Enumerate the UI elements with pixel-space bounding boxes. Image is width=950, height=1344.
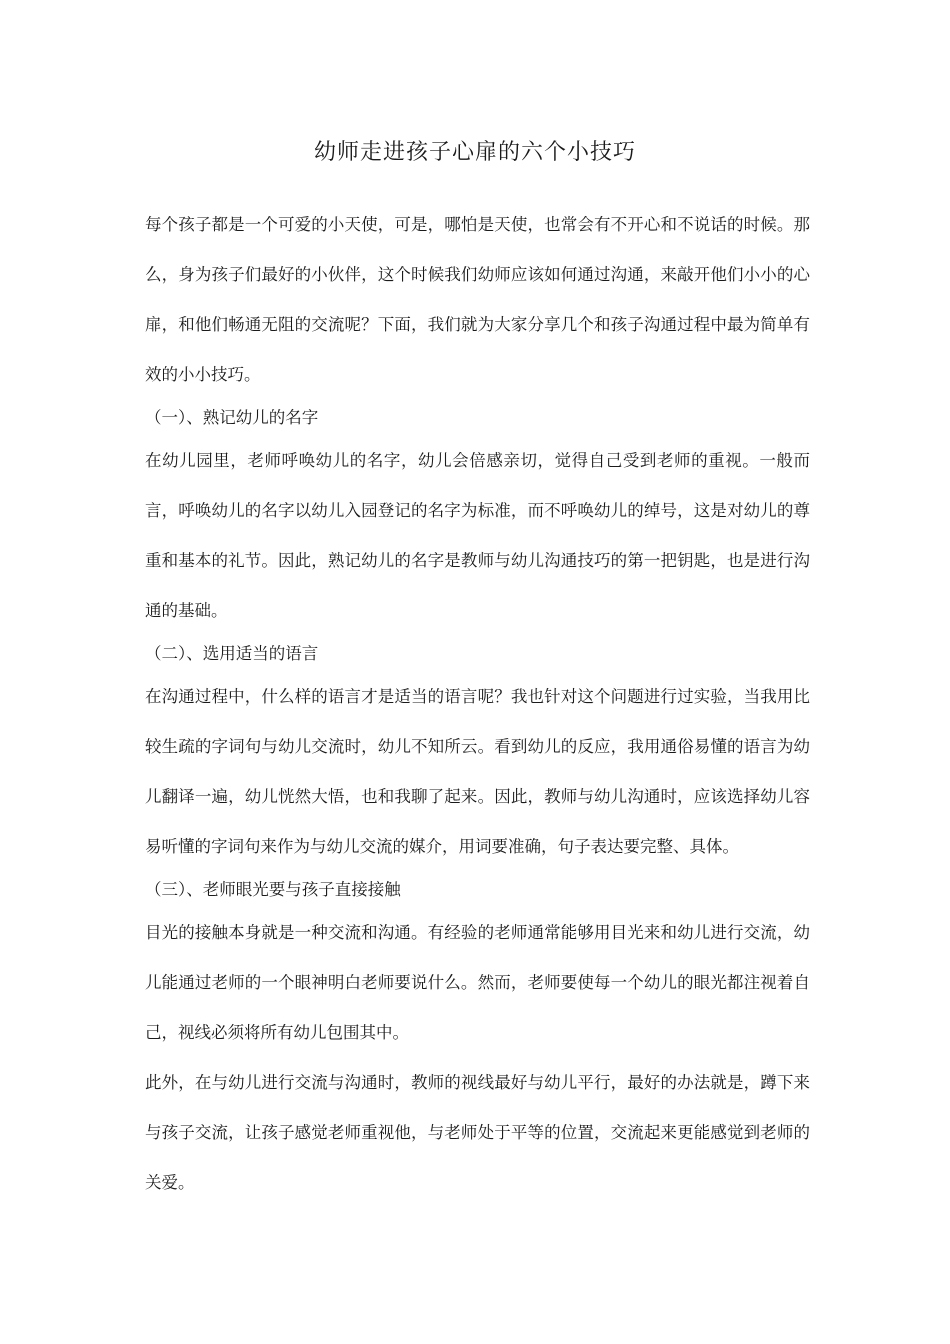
intro-paragraph: 每个孩子都是一个可爱的小天使，可是，哪怕是天使，也常会有不开心和不说话的时候。那么，身为孩子们最好的小伙伴，这个时候我们幼师应该如何通过沟通，来敲开他们小小的心扉，和他们畅通无阻的交流呢？下面，我们就为大家分享几个和孩子沟通过程中最为简单有效的小小技巧。 [145, 215, 810, 384]
section-heading-1: （一）、熟记幼儿的名字 [145, 408, 319, 427]
section-heading-2: （二）、选用适当的语言 [145, 644, 319, 663]
section-3-paragraph-2: 此外，在与幼儿进行交流与沟通时，教师的视线最好与幼儿平行，最好的办法就是，蹲下来与孩子交流，让孩子感觉老师重视他，与老师处于平等的位置，交流起来更能感觉到老师的关爱。 [145, 1073, 810, 1192]
section-3-paragraph-1: 目光的接触本身就是一种交流和沟通。有经验的老师通常能够用目光来和幼儿进行交流，幼儿能通过老师的一个眼神明白老师要说什么。然而，老师要使每一个幼儿的眼光都注视着自己，视线必须将所有幼儿包围其中。 [145, 923, 810, 1042]
section-2-paragraph-1: 在沟通过程中，什么样的语言才是适当的语言呢？我也针对这个问题进行过实验，当我用比较生疏的字词句与幼儿交流时，幼儿不知所云。看到幼儿的反应，我用通俗易懂的语言为幼儿翻译一遍，幼儿恍然大悟，也和我聊了起来。因此，教师与幼儿沟通时，应该选择幼儿容易听懂的字词句来作为与幼儿交流的媒介，用词要准确，句子表达要完整、具体。 [145, 687, 810, 856]
section-heading-3: （三）、老师眼光要与孩子直接接触 [145, 880, 401, 899]
section-1-paragraph-1: 在幼儿园里，老师呼唤幼儿的名字，幼儿会倍感亲切，觉得自己受到老师的重视。一般而言，呼唤幼儿的名字以幼儿入园登记的名字为标准，而不呼唤幼儿的绰号，这是对幼儿的尊重和基本的礼节。因此，熟记幼儿的名字是教师与幼儿沟通技巧的第一把钥匙，也是进行沟通的基础。 [145, 451, 810, 620]
document-title: 幼师走进孩子心扉的六个小技巧 [313, 140, 636, 165]
document-body [145, 200, 810, 1208]
